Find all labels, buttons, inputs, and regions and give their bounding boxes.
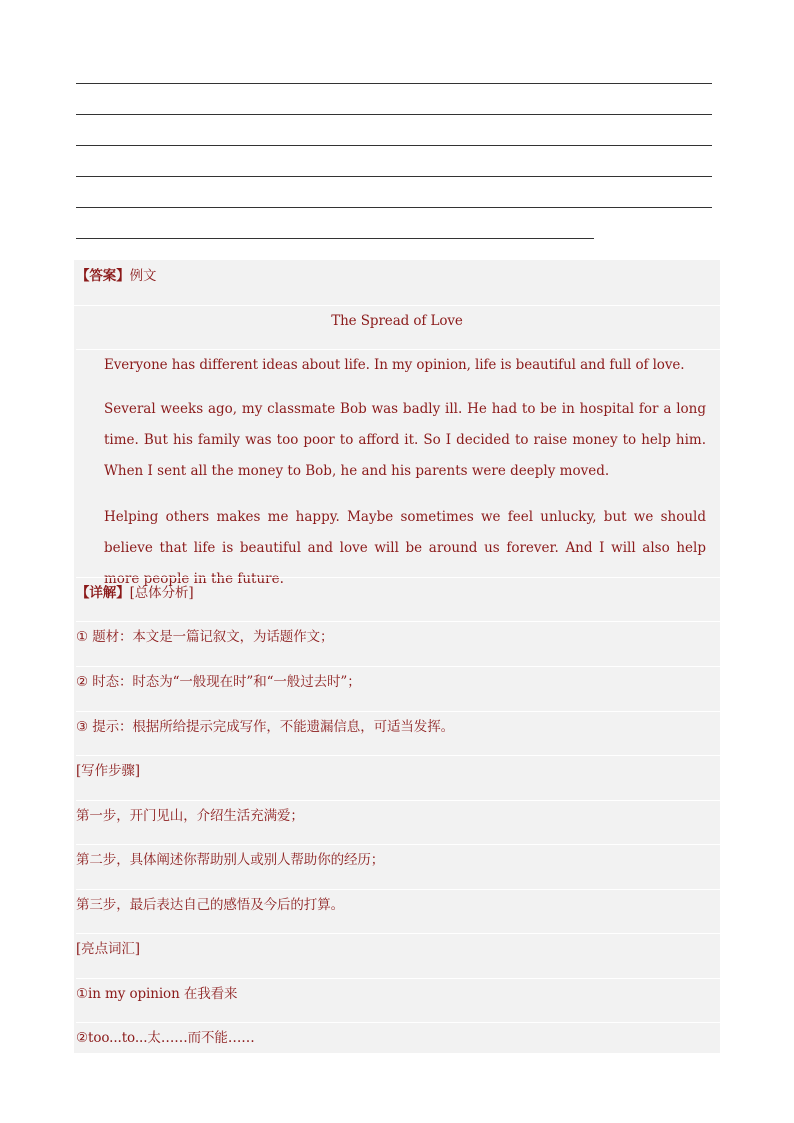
answer-heading [76,261,720,292]
item-text: in my opinion 在我看来 [88,986,238,1002]
essay-paragraph-3-text: Helping others makes me happy. Maybe sometimes we feel unlucky, but we should believe that life is beautiful and love will be around us forever. And I will also help more people in the future. [104,509,706,587]
item-text: 提示：根据所给提示完成写作，不能遗漏信息，可适当发挥。 [88,719,455,735]
answer-block [74,260,720,1053]
essay-paragraph-2-text: Several weeks ago, my classmate Bob was badly ill. He had to be in hospital for a long time. But his family was too poor to afford it. So I decided to raise money to help him. When I sent all the money to Bob, he and his parents were deeply moved. [104,401,706,479]
step-1: 第一步，开门见山，介绍生活充满爱； [76,800,720,832]
steps-heading: [写作步骤] [76,755,720,787]
item-number: ③ [76,719,89,735]
item-number: ② [76,674,89,690]
writing-line [76,238,594,239]
explanation-label: 【详解】 [76,585,130,601]
vocab-heading: [亮点词汇] [76,933,720,965]
essay-paragraph-2 [76,394,706,487]
essay-title: The Spread of Love [74,305,720,337]
explanation-heading [76,577,720,609]
step-3: 第三步，最后表达自己的感悟及今后的打算。 [76,889,720,921]
item-number: ② [76,1030,89,1046]
writing-line [76,114,712,115]
answer-label: 【答案】 [76,268,130,284]
writing-line [76,176,712,177]
item-text: 题材：本文是一篇记叙文，为话题作文； [88,629,334,645]
overall-heading: [总体分析] [129,585,194,601]
overall-item-3 [76,711,720,743]
item-text: 时态：时态为“一般现在时”和“一般过去时”； [88,674,361,690]
sample-label: 例文 [129,268,157,284]
essay-paragraph-1: Everyone has different ideas about life. In my opinion, life is beautiful and full of love. [76,349,720,381]
overall-item-2 [76,666,720,698]
vocab-item-2 [76,1022,720,1054]
overall-item-1 [76,621,720,653]
step-2: 第二步，具体阐述你帮助别人或别人帮助你的经历； [76,844,720,876]
writing-line [76,207,712,208]
writing-line [76,145,712,146]
vocab-item-1 [76,978,720,1010]
item-number: ① [76,986,89,1002]
writing-line [76,83,712,84]
item-number: ① [76,629,89,645]
item-text: too...to...太……而不能…… [88,1030,255,1046]
